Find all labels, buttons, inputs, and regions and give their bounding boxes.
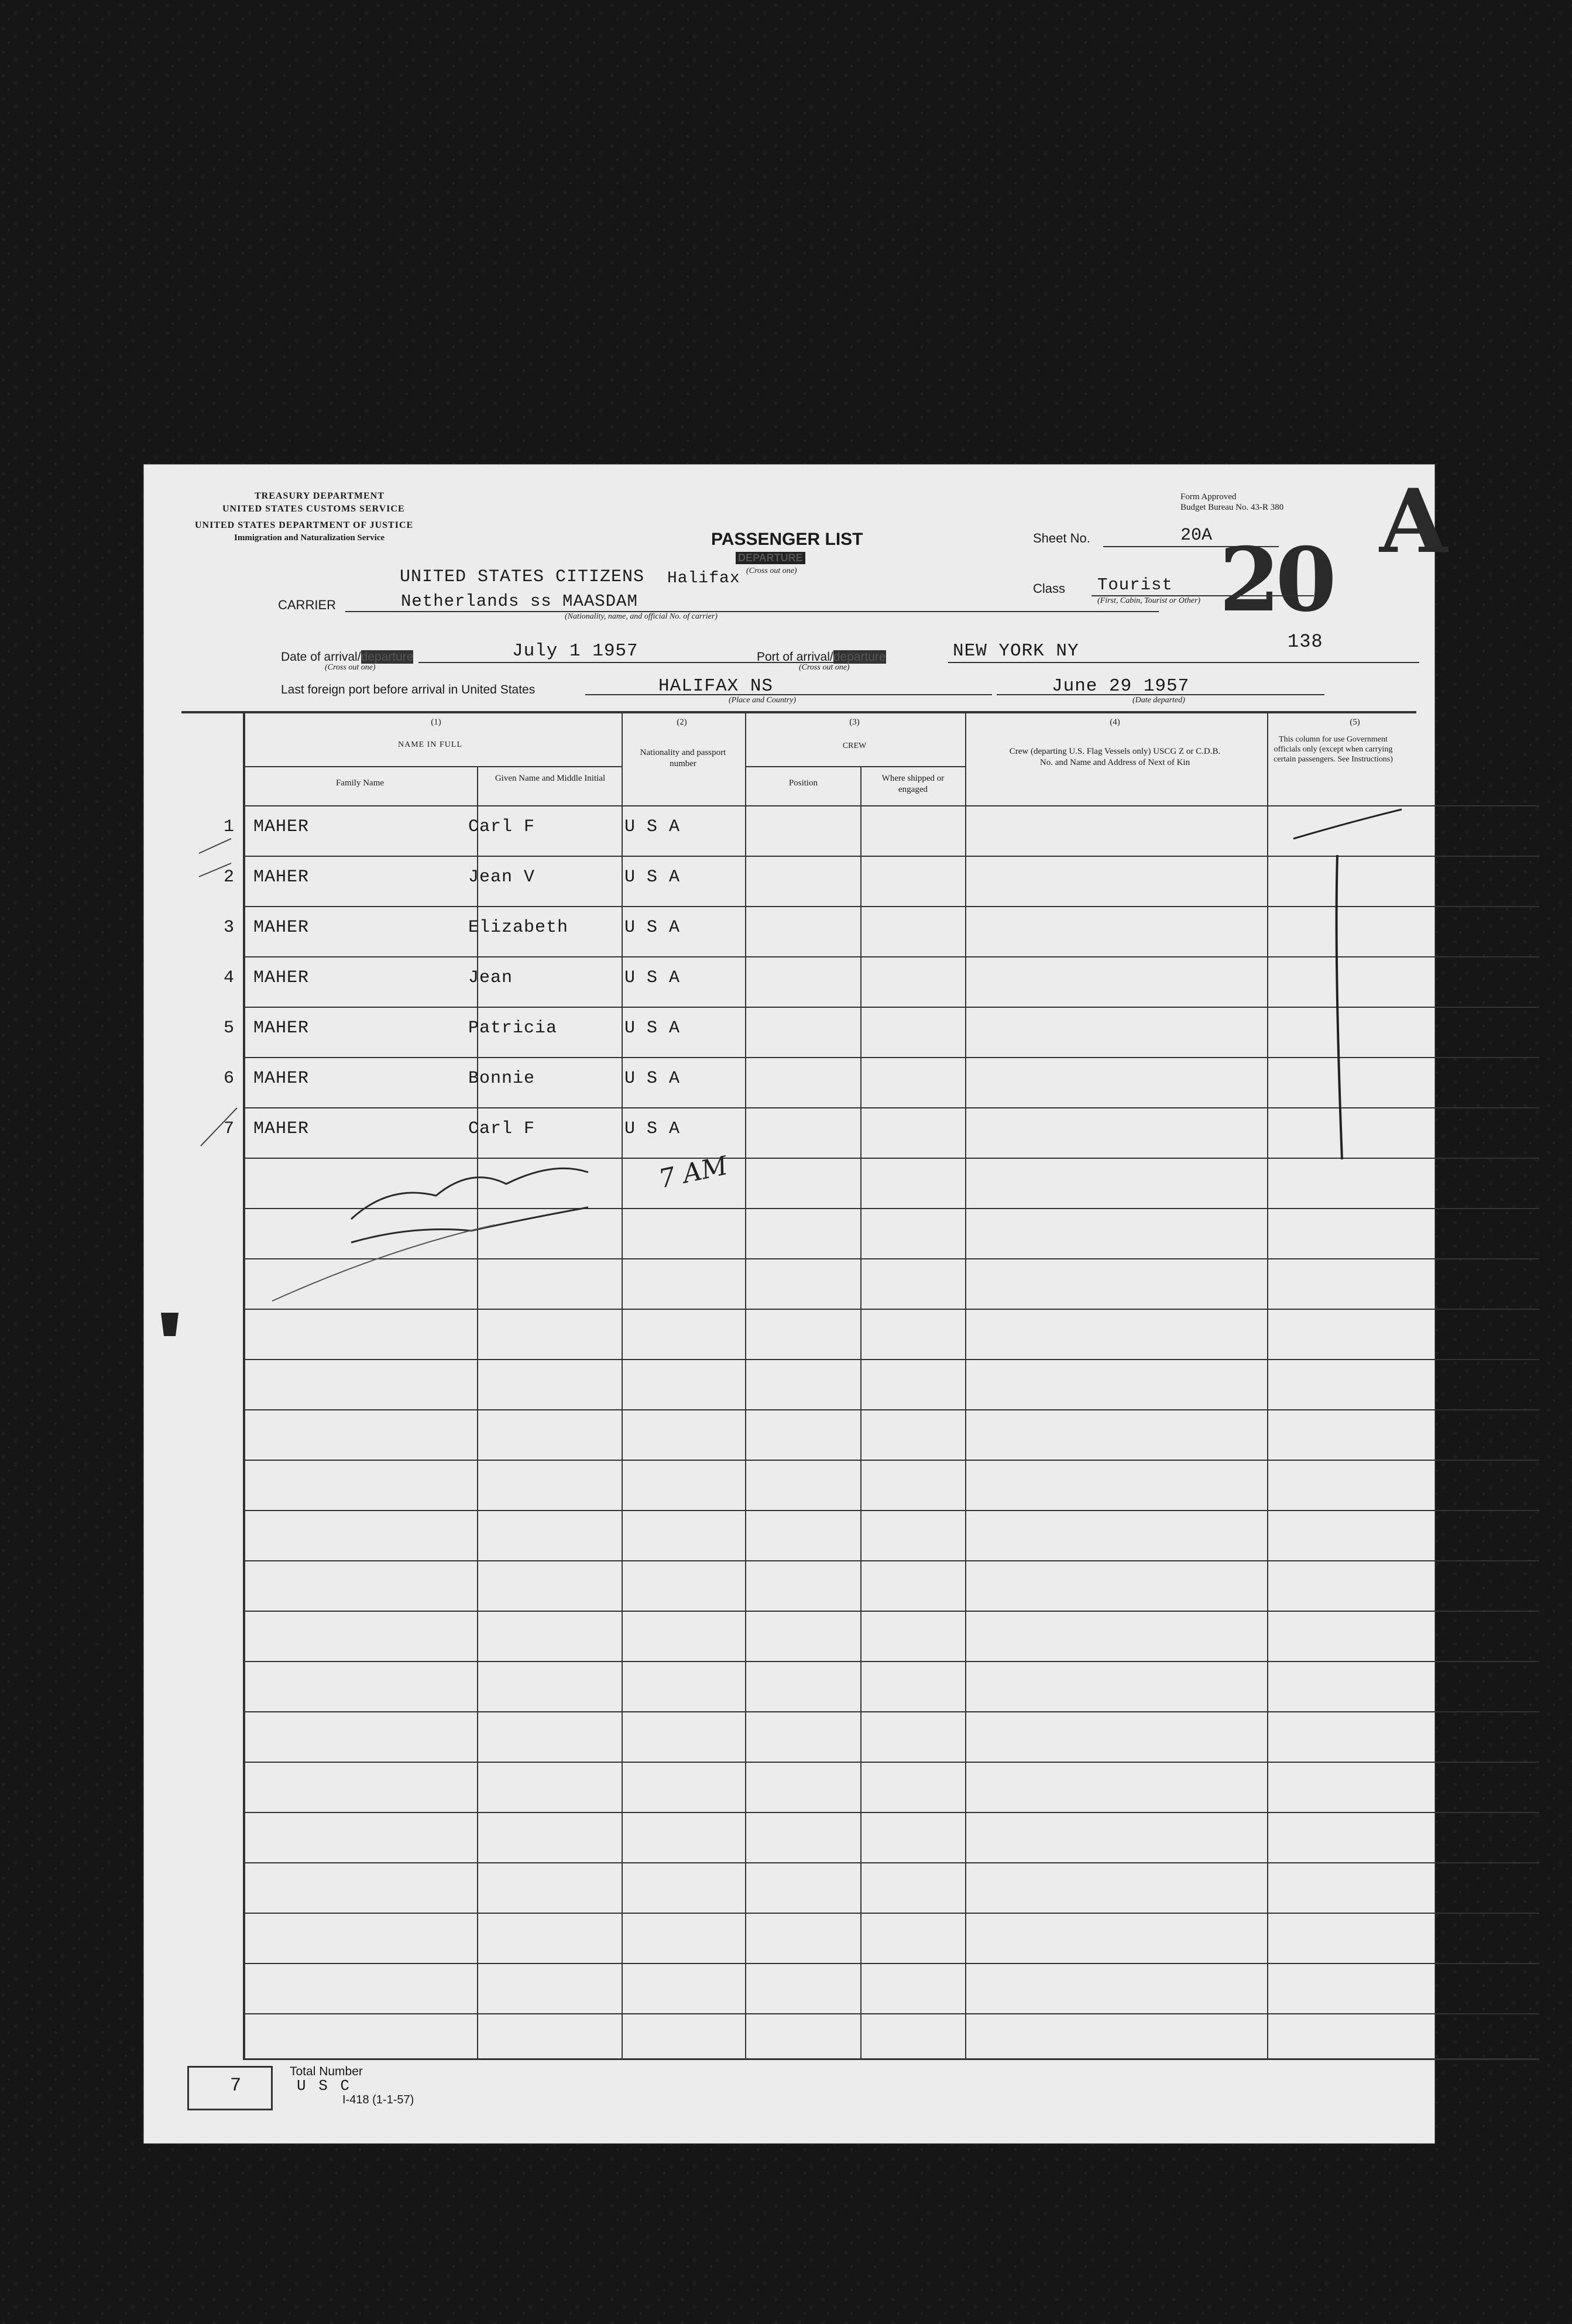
given-name-cell: Carl F — [468, 1119, 536, 1139]
given-name-cell: Carl F — [468, 817, 536, 837]
port-note: (Cross out one) — [799, 663, 850, 672]
family-name-cell: MAHER — [253, 1069, 310, 1089]
col4-title: Crew (departing U.S. Flag Vessels only) USCG Z or C.D.B. No. and Name and Address of Next of Kin — [1009, 747, 1221, 767]
class-value: Tourist — [1097, 575, 1173, 595]
port-value: NEW YORK NY — [953, 641, 1079, 661]
row-number: 2 — [223, 867, 234, 887]
nationality-cell: U S A — [624, 1119, 681, 1139]
port-label: Port of arrival/departure — [757, 650, 886, 664]
family-name-cell: MAHER — [253, 817, 310, 837]
given-name-cell: Bonnie — [468, 1069, 536, 1089]
form-code: I-418 (1-1-57) — [342, 2093, 414, 2106]
passenger-list-sheet — [143, 464, 1448, 2144]
family-name-cell: MAHER — [253, 867, 310, 887]
col1-number: (1) — [431, 718, 441, 727]
col3-title: CREW — [842, 742, 867, 750]
row-number: 6 — [223, 1069, 234, 1089]
col5-number: (5) — [1350, 718, 1360, 727]
col1-family-header: Family Name — [335, 778, 385, 788]
citizens-port: Halifax — [667, 569, 740, 588]
col2-title: Nationality and passport number — [640, 748, 726, 768]
total-number-value: 7 — [230, 2075, 242, 2096]
col5-title: This column for use Government officials only (except when carrying certain passengers. See Instructions) — [1274, 735, 1393, 764]
family-name-cell: MAHER — [253, 1119, 310, 1139]
approval-line1: Form Approved — [1180, 492, 1237, 502]
date-label: Date of arrival/departure — [281, 650, 414, 664]
col4-number: (4) — [1110, 718, 1120, 727]
agency-justice: UNITED STATES DEPARTMENT OF JUSTICE — [195, 520, 414, 530]
handwritten-time: 7 AM — [655, 1151, 730, 1194]
handwriting-overlay — [143, 464, 1435, 2144]
nationality-cell: U S A — [624, 968, 681, 988]
carrier-value: Netherlands ss MAASDAM — [401, 592, 638, 611]
date-value: July 1 1957 — [512, 641, 639, 661]
total-number-label: Total Number — [290, 2065, 363, 2078]
date-note: (Cross out one) — [325, 663, 376, 672]
sheet-stamp-number: 20 — [1219, 528, 1332, 631]
date-departed-value: June 29 1957 — [1052, 676, 1190, 696]
class-note: (First, Cabin, Tourist or Other) — [1097, 596, 1201, 605]
family-name-cell: MAHER — [253, 1018, 310, 1038]
date-departed-note: (Date departed) — [1132, 696, 1185, 705]
col1-given-header: Given Name and Middle Initial — [495, 774, 606, 783]
nationality-cell: U S A — [624, 918, 681, 938]
col3-position-header: Position — [788, 778, 818, 788]
form-title-note: (Cross out one) — [746, 567, 797, 575]
nationality-cell: U S A — [624, 1018, 681, 1038]
citizens-label: UNITED STATES CITIZENS — [400, 567, 645, 587]
row-number: 3 — [223, 918, 234, 938]
row-number: 7 — [223, 1119, 234, 1139]
nationality-cell: U S A — [624, 1069, 681, 1089]
nationality-cell: U S A — [624, 867, 681, 887]
col1-title: NAME IN FULL — [398, 740, 462, 749]
carrier-note: (Nationality, name, and official No. of carrier) — [565, 612, 718, 621]
given-name-cell: Jean — [468, 968, 513, 988]
col3-number: (3) — [849, 718, 860, 727]
form-title: PASSENGER LIST — [711, 530, 863, 549]
last-port-label: Last foreign port before arrival in United States — [281, 683, 536, 696]
sheet-label: Sheet No. — [1033, 531, 1090, 545]
usc-label: U S C — [297, 2077, 352, 2095]
given-name-cell: Jean V — [468, 867, 536, 887]
last-port-value: HALIFAX NS — [658, 676, 774, 696]
nationality-cell: U S A — [624, 817, 681, 837]
row-number: 1 — [223, 817, 234, 837]
carrier-label: CARRIER — [278, 598, 337, 612]
agency-customs: UNITED STATES CUSTOMS SERVICE — [222, 504, 405, 514]
given-name-cell: Patricia — [468, 1018, 558, 1038]
sheet-value: 20A — [1180, 526, 1213, 545]
family-name-cell: MAHER — [253, 968, 310, 988]
agency-ins: Immigration and Naturalization Service — [234, 533, 385, 543]
class-label: Class — [1033, 581, 1066, 596]
col2-number: (2) — [677, 718, 687, 727]
agency-treasury: TREASURY DEPARTMENT — [255, 491, 385, 501]
approval-line2: Budget Bureau No. 43-R 380 — [1180, 503, 1284, 512]
family-name-cell: MAHER — [253, 918, 310, 938]
row-number: 4 — [223, 968, 234, 988]
given-name-cell: Elizabeth — [468, 918, 569, 938]
col3-where-header: Where shipped or engaged — [881, 774, 945, 794]
last-port-note: (Place and Country) — [729, 696, 797, 705]
reference-number: 138 — [1288, 631, 1323, 653]
form-title-struck: DEPARTURE — [736, 552, 805, 564]
sheet-stamp-letter: A — [1379, 470, 1448, 573]
row-number: 5 — [223, 1018, 234, 1038]
